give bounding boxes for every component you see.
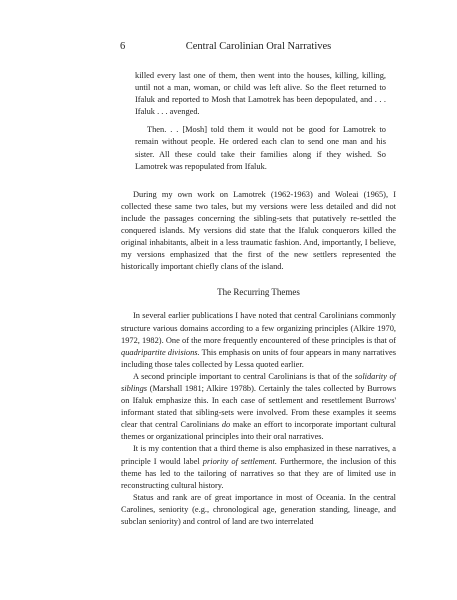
paragraph-quadripartite: In several earlier publications I have noted that central Carolinians commonly structure various domains according to a few organizing principles (Alkire 1970, 1972, 1982). One of the more frequently encountered of these principles is that of quadripartite divisions. This emphasis on units of four appears in many narratives including those tales collected by Lessa quoted earlier. (121, 311, 396, 369)
section-heading: The Recurring Themes (217, 287, 300, 298)
paragraph-fieldwork: During my own work on Lamotrek (1962-1963) and Woleai (1965), I collected these same two tales, but my versions were less detailed and did not include the passages concerning the sibling-sets that putatively re-settled the conquered islands. My versions did state that the Ifaluk conquerors killed the original inhabitants, albeit in a less traumatic fashion. And, importantly, I believe, my versions emphasized that the first of the new settlers represented the historically important chiefly clans of the island. (121, 189, 396, 272)
page-header (120, 40, 397, 54)
paragraph-settlement: It is my contention that a third theme is also emphasized in these narratives, a principle I would label priority of settlement. Furthermore, the inclusion of this theme has led to the tailoring of narratives so that they are of limited use in reconstructing cultural history. (121, 444, 396, 490)
block-quote-1: killed every last one of them, then went into the houses, killing, killing, until not a man, woman, or child was left alive. So the fleet returned to Ifaluk and reported to Mosh that Lamotrek has been depopulated, and . . . Ifaluk . . . avenged. (135, 71, 386, 117)
block-quote-2: Then. . . [Mosh] told them it would not be good for Lamotrek to remain without people. He ordered each clan to send one man and his sister. All these could take their families along if they wished. So Lamotrek was repopulated from Ifaluk. (135, 125, 386, 171)
page-number: 6 (120, 41, 126, 52)
paragraph-status-rank: Status and rank are of great importance in most of Oceania. In the central Carolines, seniority (e.g., chronological age, generation standing, lineage, and subclan seniority) and control of land are two interrelated (121, 492, 396, 526)
running-title: Central Carolinian Oral Narratives (185, 41, 332, 52)
paragraph-siblings: A second principle important to central Carolinians is that of the solidarity of siblings (Marshall 1981; Alkire 1978b). Certainly the tales collected by Burrows on Ifaluk emphasize this. In each case of settlement and resettlement Burrows' informant stated that sibling-sets were involved. From these examples it seems clear that central Carolinians do make an effort to incorporate important cultural themes or organizational principles into their oral narratives. (121, 371, 396, 442)
body-text (121, 70, 396, 528)
